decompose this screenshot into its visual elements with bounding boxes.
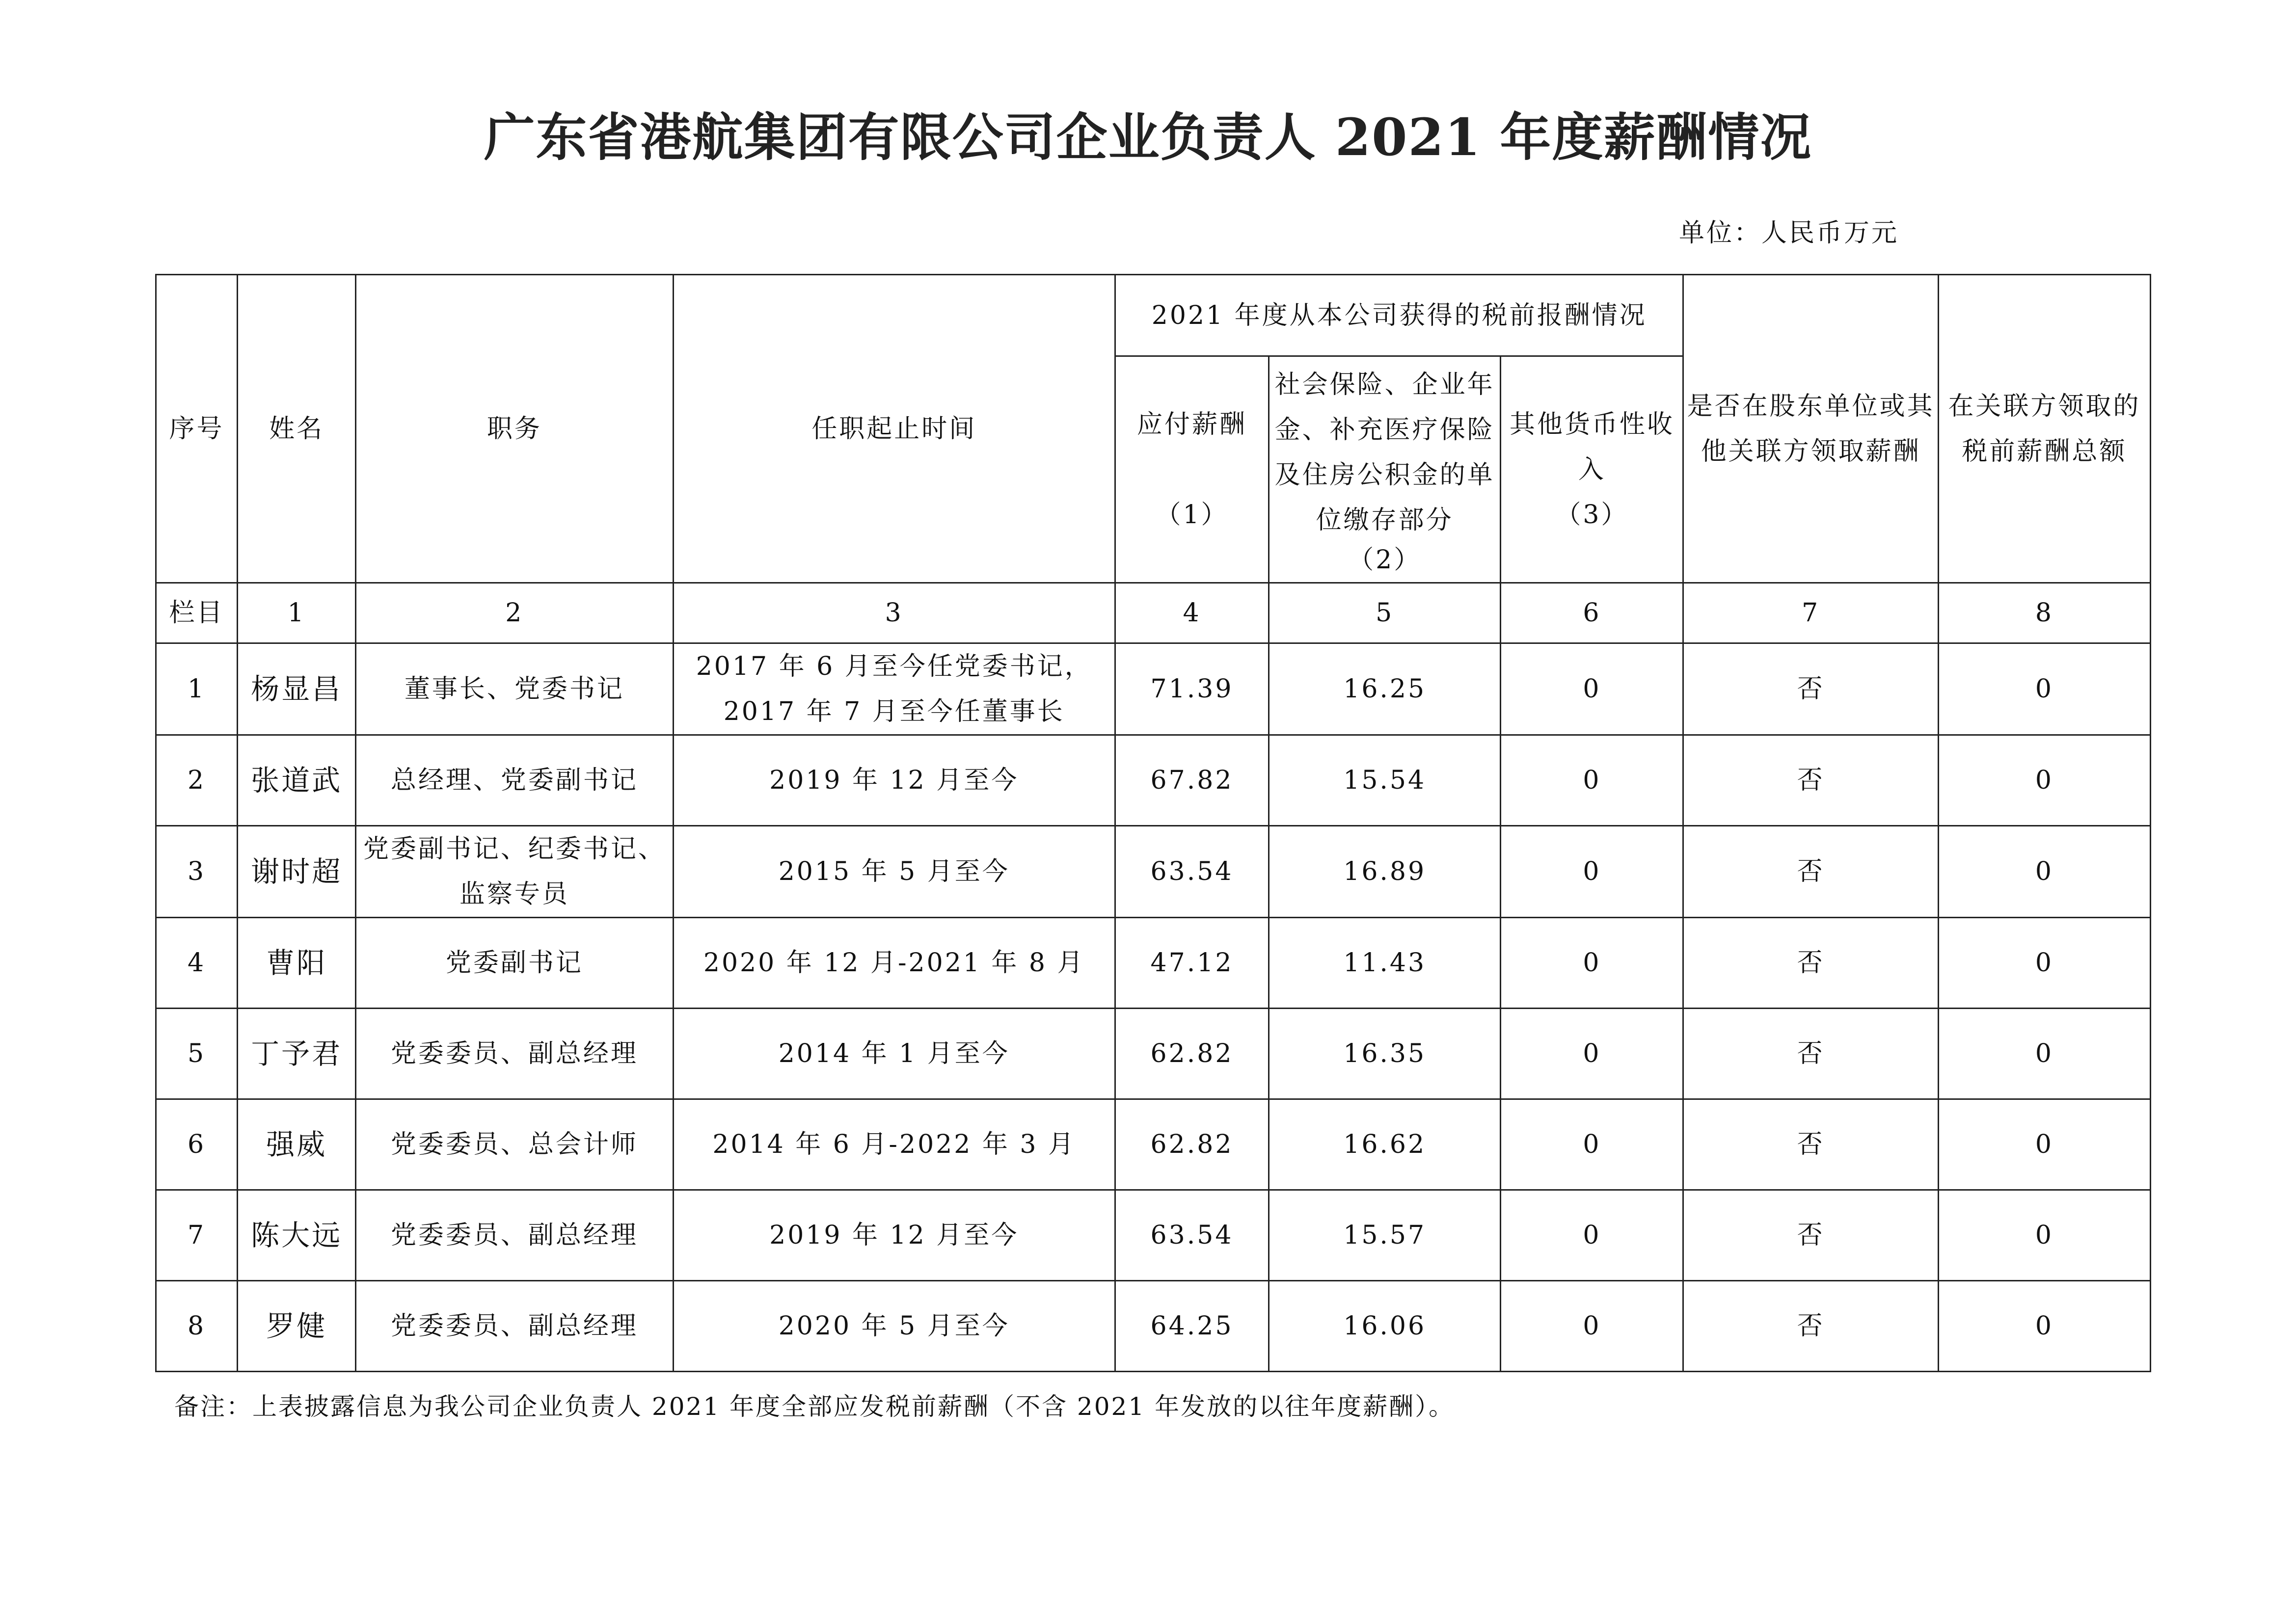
- table-row: [156, 1099, 2151, 1190]
- col-number: 栏目: [156, 583, 238, 643]
- column-number-row: [156, 583, 2151, 643]
- col-number: 6: [1501, 583, 1683, 643]
- cell-term: 2020 年 12 月-2021 年 8 月: [673, 918, 1115, 1009]
- cell-name: 强威: [238, 1099, 356, 1190]
- header-other: [1501, 356, 1683, 583]
- cell-term: 2019 年 12 月至今: [673, 735, 1115, 826]
- cell-name: 张道武: [238, 735, 356, 826]
- cell-related: 否: [1683, 735, 1938, 826]
- cell-related-total: 0: [1938, 1009, 2150, 1099]
- cell-seq: 7: [156, 1190, 238, 1281]
- col-number: 4: [1115, 583, 1269, 643]
- cell-name: 杨显昌: [238, 643, 356, 735]
- cell-social: 15.54: [1269, 735, 1501, 826]
- cell-social: 16.89: [1269, 826, 1501, 918]
- cell-related: 否: [1683, 918, 1938, 1009]
- header-social-label: 社会保险、企业年金、补充医疗保险及住房公积金的单位缴存部分: [1274, 370, 1495, 535]
- cell-seq: 3: [156, 826, 238, 918]
- cell-payable: 63.54: [1115, 826, 1269, 918]
- header-related-total: 在关联方领取的税前薪酬总额: [1938, 275, 2150, 583]
- cell-seq: 4: [156, 918, 238, 1009]
- col-number: 5: [1269, 583, 1501, 643]
- header-other-no: （3）: [1555, 500, 1629, 530]
- cell-name: 谢时超: [238, 826, 356, 918]
- cell-related: 否: [1683, 1099, 1938, 1190]
- cell-payable: 63.54: [1115, 1190, 1269, 1281]
- header-position: 职务: [356, 275, 673, 583]
- cell-payable: 62.82: [1115, 1099, 1269, 1190]
- cell-other: 0: [1501, 1099, 1683, 1190]
- header-payable: [1115, 356, 1269, 583]
- cell-related-total: 0: [1938, 918, 2150, 1009]
- cell-position: 董事长、党委书记: [356, 643, 673, 735]
- table-row: [156, 735, 2151, 826]
- cell-related: 否: [1683, 1281, 1938, 1372]
- cell-name: 陈大远: [238, 1190, 356, 1281]
- table-row: [156, 918, 2151, 1009]
- table-row: [156, 643, 2151, 735]
- cell-seq: 2: [156, 735, 238, 826]
- table-row: [156, 1190, 2151, 1281]
- cell-social: 15.57: [1269, 1190, 1501, 1281]
- cell-social: 16.25: [1269, 643, 1501, 735]
- cell-related: 否: [1683, 1190, 1938, 1281]
- cell-seq: 6: [156, 1099, 238, 1190]
- cell-related-total: 0: [1938, 643, 2150, 735]
- header-social-no: （2）: [1348, 545, 1422, 575]
- cell-social: 16.35: [1269, 1009, 1501, 1099]
- cell-name: 丁予君: [238, 1009, 356, 1099]
- cell-seq: 5: [156, 1009, 238, 1099]
- header-name: 姓名: [238, 275, 356, 583]
- cell-other: 0: [1501, 918, 1683, 1009]
- col-number: 3: [673, 583, 1115, 643]
- cell-payable: 67.82: [1115, 735, 1269, 826]
- cell-social: 16.62: [1269, 1099, 1501, 1190]
- col-number: 7: [1683, 583, 1938, 643]
- cell-term: 2020 年 5 月至今: [673, 1281, 1115, 1372]
- cell-payable: 47.12: [1115, 918, 1269, 1009]
- table-row: [156, 826, 2151, 918]
- cell-other: 0: [1501, 1281, 1683, 1372]
- cell-other: 0: [1501, 1009, 1683, 1099]
- cell-position: 党委委员、副总经理: [356, 1009, 673, 1099]
- cell-position: 党委副书记: [356, 918, 673, 1009]
- col-number: 2: [356, 583, 673, 643]
- cell-seq: 8: [156, 1281, 238, 1372]
- compensation-table: [155, 274, 2151, 1372]
- footnote: 备注：上表披露信息为我公司企业负责人 2021 年度全部应发税前薪酬（不含 2021 年发放的以往年度薪酬）。: [174, 1392, 1455, 1421]
- header-related: 是否在股东单位或其他关联方领取薪酬: [1683, 275, 1938, 583]
- col-number: 1: [238, 583, 356, 643]
- cell-position: 党委委员、副总经理: [356, 1281, 673, 1372]
- header-payable-label: 应付薪酬: [1136, 409, 1247, 439]
- cell-term: 2019 年 12 月至今: [673, 1190, 1115, 1281]
- cell-name: 曹阳: [238, 918, 356, 1009]
- cell-position: 党委委员、总会计师: [356, 1099, 673, 1190]
- cell-payable: 71.39: [1115, 643, 1269, 735]
- cell-other: 0: [1501, 826, 1683, 918]
- table-row: [156, 1009, 2151, 1099]
- cell-term: 2014 年 6 月-2022 年 3 月: [673, 1099, 1115, 1190]
- cell-seq: 1: [156, 643, 238, 735]
- cell-related-total: 0: [1938, 735, 2150, 826]
- cell-related-total: 0: [1938, 1099, 2150, 1190]
- cell-other: 0: [1501, 735, 1683, 826]
- col-number: 8: [1938, 583, 2150, 643]
- cell-term: 2015 年 5 月至今: [673, 826, 1115, 918]
- cell-name: 罗健: [238, 1281, 356, 1372]
- cell-other: 0: [1501, 643, 1683, 735]
- cell-related-total: 0: [1938, 826, 2150, 918]
- cell-related: 否: [1683, 643, 1938, 735]
- cell-related-total: 0: [1938, 1281, 2150, 1372]
- cell-term: 2014 年 1 月至今: [673, 1009, 1115, 1099]
- page-title: 广东省港航集团有限公司企业负责人 2021 年度薪酬情况: [484, 107, 1812, 167]
- cell-related: 否: [1683, 1009, 1938, 1099]
- cell-payable: 62.82: [1115, 1009, 1269, 1099]
- header-social: [1269, 356, 1501, 583]
- cell-related: 否: [1683, 826, 1938, 918]
- cell-payable: 64.25: [1115, 1281, 1269, 1372]
- cell-position: 党委委员、副总经理: [356, 1190, 673, 1281]
- cell-position: 党委副书记、纪委书记、监察专员: [356, 826, 673, 918]
- unit-label: 单位：人民币万元: [1679, 218, 1899, 248]
- cell-position: 总经理、党委副书记: [356, 735, 673, 826]
- cell-social: 11.43: [1269, 918, 1501, 1009]
- table-row: [156, 1281, 2151, 1372]
- cell-term: 2017 年 6 月至今任党委书记，2017 年 7 月至今任董事长: [673, 643, 1115, 735]
- cell-other: 0: [1501, 1190, 1683, 1281]
- header-group: 2021 年度从本公司获得的税前报酬情况: [1115, 275, 1683, 356]
- header-other-label: 其他货币性收入: [1509, 409, 1675, 484]
- cell-social: 16.06: [1269, 1281, 1501, 1372]
- cell-related-total: 0: [1938, 1190, 2150, 1281]
- header-payable-no: （1）: [1155, 500, 1229, 530]
- header-seq: 序号: [156, 275, 238, 583]
- header-term: 任职起止时间: [673, 275, 1115, 583]
